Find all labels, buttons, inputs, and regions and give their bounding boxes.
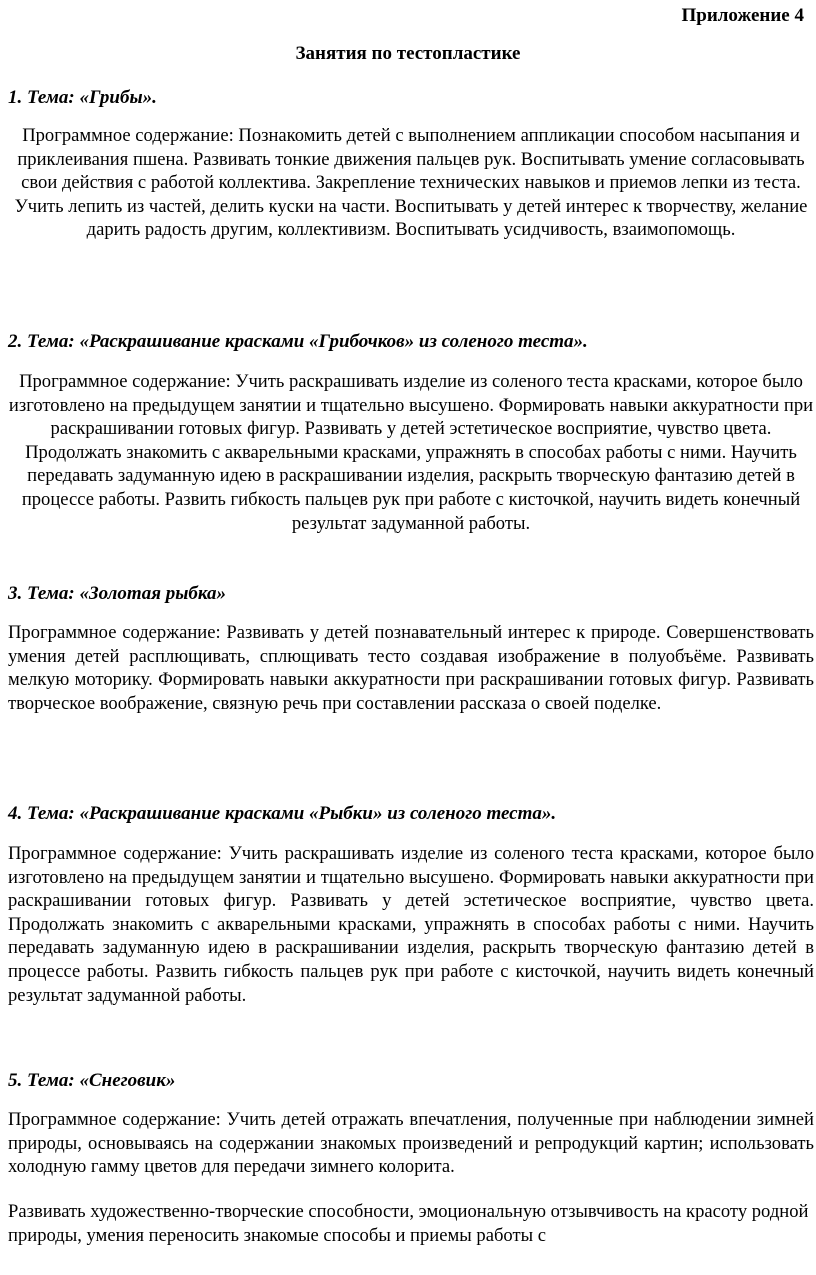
lesson-4-heading: 4. Тема: «Раскрашивание красками «Рыбки» из соленого теста». [8,803,557,824]
lesson-2-heading: 2. Тема: «Раскрашивание красками «Грибочков» из соленого теста». [8,331,588,352]
lesson-3-content: Программное содержание: Развивать у детей познавательный интерес к природе. Совершенствовать умения детей расплющивать, сплющивать тесто создавая изображение в полуобъёме. Развивать мелкую моторику. Формировать навыки аккуратности при раскрашивании готовых фигур. Развивать творческое воображение, связную речь при составлении рассказа о своей поделке. [8,622,814,714]
lesson-2-content: Программное содержание: Учить раскрашивать изделие из соленого теста красками, которое было изготовлено на предыдущем занятии и тщательно высушено. Формировать навыки аккуратности при раскрашивании готовых фигур. Развивать у детей эстетическое восприятие, чувство цвета. Продолжать знакомить с акварельными красками, упражнять в способах работы с ними. Научить передавать задуманную идею в раскрашивании изделия, раскрыть творческую фантазию детей в процессе работы. Развить гибкость пальцев рук при работе с кисточкой, научить видеть конечный результат задуманной работы. [8,371,814,534]
lesson-1-heading: 1. Тема: «Грибы». [8,87,157,108]
lesson-1-content: Программное содержание: Познакомить детей с выполнением аппликации способом насыпания и приклеивания пшена. Развивать тонкие движения пальцев рук. Воспитывать умение согласовывать свои действия с работой коллектива. Закрепление технических навыков и приемов лепки из теста. Учить лепить из частей, делить куски на части. Воспитывать у детей интерес к творчеству, желание дарить радость другим, коллективизм. Воспитывать усидчивость, взаимопомощь. [14,125,808,241]
document-title: Занятия по тестопластике [295,43,521,64]
lesson-5-heading: 5. Тема: «Снеговик» [8,1070,176,1091]
lesson-5-content-continued: Развивать художественно-творческие способности, эмоциональную отзывчивость на красоту родной природы, умения переносить знакомые способы и приемы работы с [8,1201,809,1246]
lesson-5-content: Программное содержание: Учить детей отражать впечатления, полученные при наблюдении зимней природы, основываясь на содержании знакомых произведений и репродукций картин; использовать холодную гамму цветов для передачи зимнего колорита. [8,1109,814,1178]
appendix-label: Приложение 4 [681,5,804,26]
lesson-4-content: Программное содержание: Учить раскрашивать изделие из соленого теста красками, которое было изготовлено на предыдущем занятии и тщательно высушено. Формировать навыки аккуратности при раскрашивании готовых фигур. Развивать у детей эстетическое восприятие, чувство цвета. Продолжать знакомить с акварельными красками, упражнять в способах работы с ними. Научить передавать задуманную идею в раскрашивании изделия, раскрыть творческую фантазию детей в процессе работы. Развить гибкость пальцев рук при работе с кисточкой, научить видеть конечный результат задуманной работы. [8,843,814,1006]
lesson-3-heading: 3. Тема: «Золотая рыбка» [8,583,227,604]
